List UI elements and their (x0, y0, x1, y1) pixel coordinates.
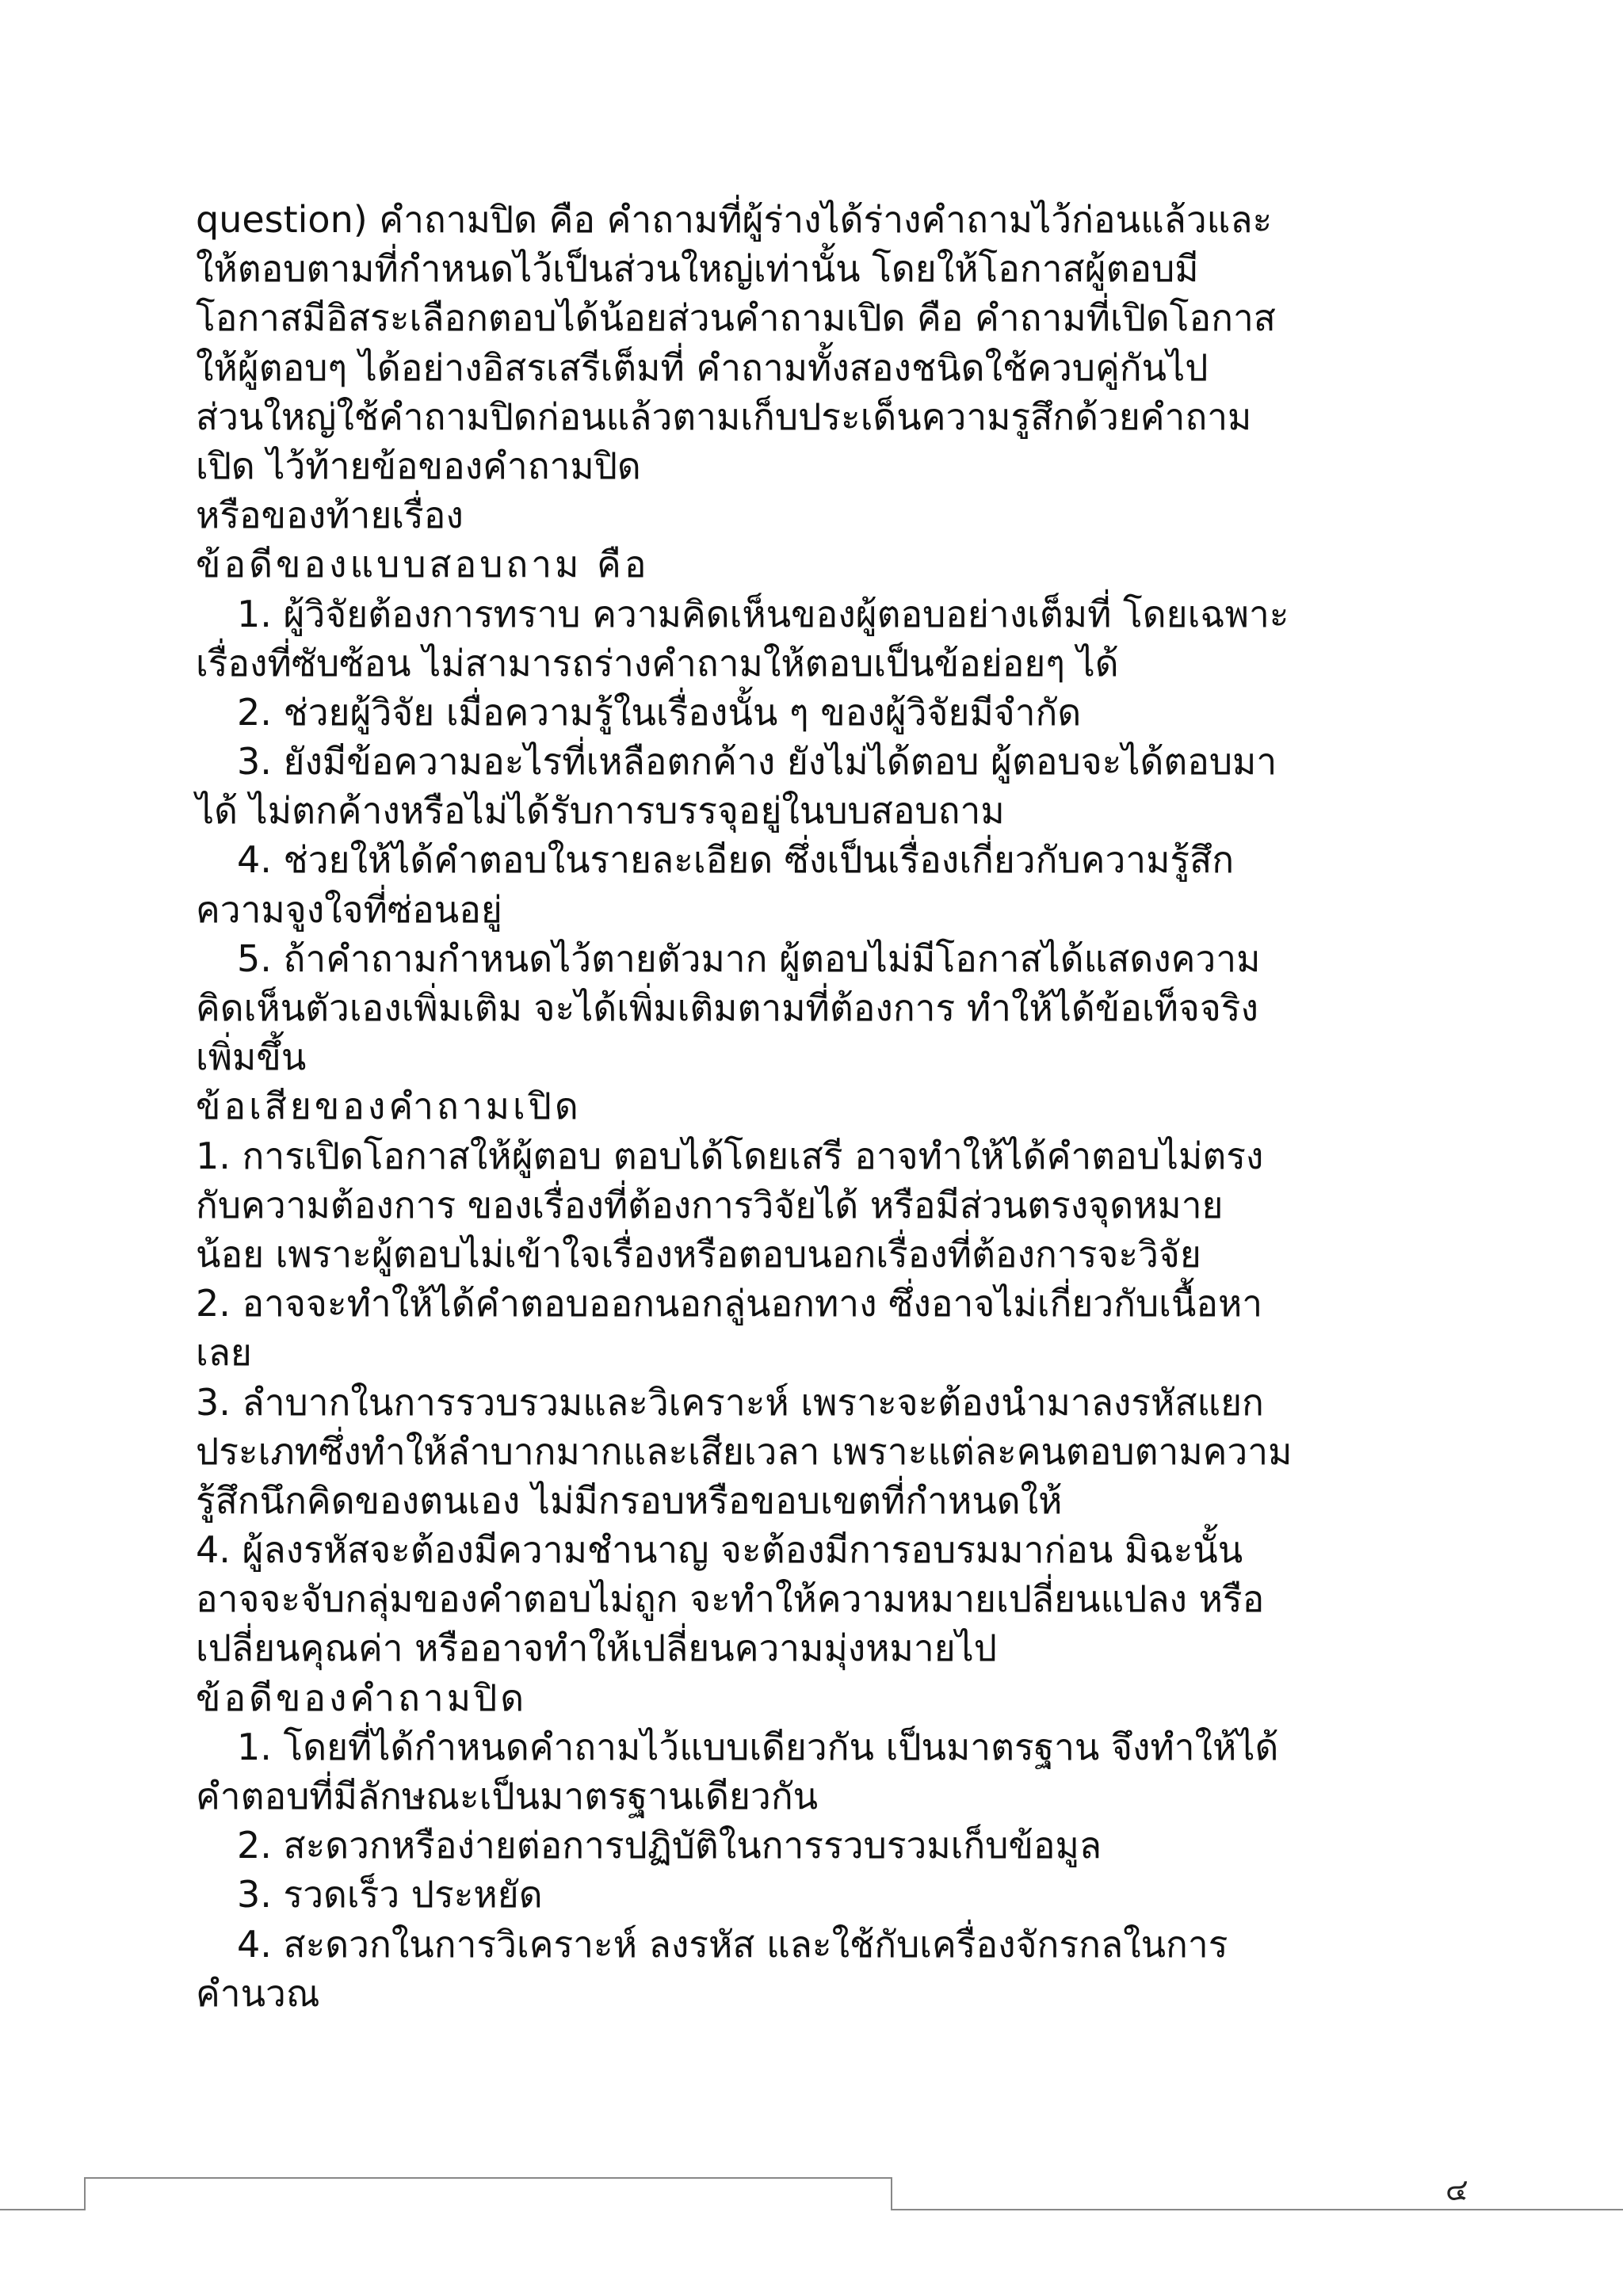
text-line: 1. ผู้วิจัยต้องการทราบ ความคิดเห็นของผู้ตอบอย่างเต็มที่ โดยเฉพาะ (237, 592, 1289, 635)
text-line: กับความต้องการ ของเรื่องที่ต้องการวิจัยได้ หรือมีส่วนตรงจุดหมาย (196, 1183, 1224, 1226)
text-line: เปลี่ยนคุณค่า หรืออาจทำให้เปลี่ยนความมุ่งหมายไป (196, 1627, 997, 1670)
text-line: ส่วนใหญ่ใช้คำถามปิดก่อนแล้วตามเก็บประเด็นความรูสึกด้วยคำถาม (196, 395, 1252, 438)
text-line: 1. โดยที่ได้กำหนดคำถามไว้แบบเดียวกัน เป็นมาตรฐาน จึงทำให้ได้ (237, 1725, 1279, 1768)
text-line: โอกาสมีอิสระเลือกตอบได้น้อยส่วนคำถามเปิด คือ คำถามที่เปิดโอกาส (196, 296, 1276, 340)
text-line: question) คำถามปิด คือ คำถามที่ผู้ร่างได้ร่างคำถามไว้ก่อนแล้วและ (196, 198, 1273, 241)
text-line: 5. ถ้าคำถามกำหนดไว้ตายตัวมาก ผู้ตอบไม่มีโอกาสได้แสดงความ (237, 936, 1261, 980)
text-line: เปิด ไว้ท้ายข้อของคำถามปิด (196, 444, 641, 487)
text-line: 2. อาจจะทำให้ได้คำตอบออกนอกลู่นอกทาง ซึ่งอาจไม่เกี่ยวกับเนื้อหา (196, 1282, 1263, 1325)
text-line: 1. การเปิดโอกาสให้ผู้ตอบ ตอบได้โดยเสรี อาจทำให้ได้คำตอบไม่ตรง (196, 1134, 1264, 1177)
footer-box (84, 2177, 892, 2210)
footer-rule-left (0, 2209, 86, 2210)
text-line: 3. ยังมีข้อความอะไรที่เหลือตกค้าง ยังไม่ได้ตอบ ผู้ตอบจะได้ตอบมา (237, 740, 1277, 784)
text-line: ให้ผู้ตอบๆ ได้อย่างอิสรเสรีเต็มที่ คำถามทั้งสองชนิดใช้ควบคู่กันไป (196, 345, 1209, 389)
text-line: 3. ลำบากในการรวบรวมและวิเคราะห์ เพราะจะต้องนำมาลงรหัสแยก (196, 1380, 1264, 1424)
text-line: ความจูงใจที่ซ่อนอยู่ (196, 887, 502, 931)
text-line: เรื่องที่ซับซ้อน ไม่สามารถร่างคำถามให้ตอบเป็นข้อย่อยๆ ได้ (196, 641, 1119, 685)
text-line: ให้ตอบตามที่กำหนดไว้เป็นส่วนใหญ่เท่านั้น โดยให้โอกาสผู้ตอบมี (196, 247, 1199, 291)
text-line: รู้สึกนึกคิดของตนเอง ไม่มีกรอบหรือขอบเขตที่กำหนดให้ (196, 1478, 1063, 1522)
text-line: 3. รวดเร็ว ประหยัด (237, 1873, 543, 1917)
text-line: เพิ่มขึ้น (196, 1035, 307, 1079)
text-line: 4. ผู้ลงรหัสจะต้องมีความชำนาญ จะต้องมีการอบรมมาก่อน มิฉะนั้น (196, 1528, 1243, 1572)
text-line: 2. สะดวกหรือง่ายต่อการปฏิบัติในการรวบรวมเก็บข้อมูล (237, 1824, 1102, 1867)
text-line: 2. ช่วยผู้วิจัย เมื่อความรู้ในเรื่องนั้น ๆ ของผู้วิจัยมีจำกัด (237, 690, 1082, 734)
text-line: ข้อเสียของคำถามเปิด (196, 1085, 582, 1128)
text-line: ประเภทซึ่งทำให้ลำบากมากและเสียเวลา เพราะแต่ละคนตอบตามความ (196, 1429, 1293, 1473)
text-line: คิดเห็นตัวเองเพิ่มเติม จะได้เพิ่มเติมตามที่ต้องการ ทำให้ได้ข้อเท็จจริง (196, 986, 1258, 1029)
text-line: คำตอบที่มีลักษณะเป็นมาตรฐานเดียวกัน (196, 1775, 819, 1817)
text-line: 4. ช่วยให้ได้คำตอบในรายละเอียด ซึ่งเป็นเรื่องเกี่ยวกับความรู้สึก (237, 838, 1235, 882)
text-line: ข้อดีของคำถามปิด (196, 1676, 528, 1719)
text-line: เลย (196, 1331, 252, 1375)
body-text (196, 195, 1456, 2018)
text-line: ข้อดีของแบบสอบถาม คือ (196, 543, 650, 586)
text-line: คำนวณ (196, 1971, 320, 2015)
text-line: 4. สะดวกในการวิเคราะห์ ลงรหัส และใช้กับเครื่องจักรกลในการ (237, 1922, 1228, 1966)
text-line: น้อย เพราะผู้ตอบไม่เข้าใจเรื่องหรือตอบนอกเรื่องที่ต้องการจะวิจัย (196, 1232, 1201, 1276)
text-line: อาจจะจับกลุ่มของคำตอบไม่ถูก จะทำให้ความหมายเปลี่ยนแปลง หรือ (196, 1577, 1265, 1621)
footer-rule-right (891, 2209, 1623, 2210)
page-number: ๔ (1445, 2172, 1468, 2207)
text-line: ได้ ไม่ตกค้างหรือไม่ได้รับการบรรจุอยู่ในบบสอบถาม (196, 789, 1005, 833)
text-line: หรือของท้ายเรื่อง (196, 494, 464, 537)
